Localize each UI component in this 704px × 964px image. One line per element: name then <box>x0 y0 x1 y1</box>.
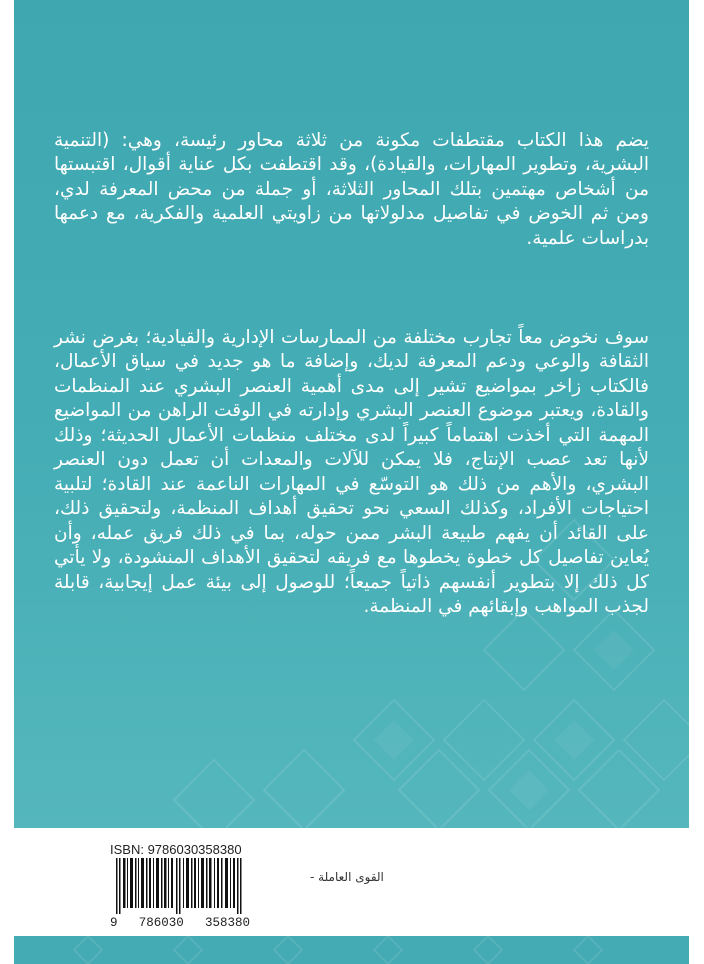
back-cover <box>14 0 689 828</box>
bottom-band <box>14 936 689 964</box>
barcode <box>110 858 250 932</box>
bottom-band-pattern <box>14 936 689 964</box>
barcode-bars <box>110 858 250 914</box>
blurb-paragraph-1: يضم هذا الكتاب مقتطفات مكونة من ثلاثة محاور رئيسة، وهي: (التنمية البشرية، وتطوير المهارات، والقيادة)، وقد اقتطفت بكل عناية أقوال، اقتبستها من أشخاص مهتمين بتلك المحاور الثلاثة، أو جملة من محض المعرفة لدي، ومن ثم الخوض في تفاصيل مدلولاتها من زاويتي العلمية والفكرية، مع دعمها بدراسات علمية. <box>54 129 649 249</box>
publisher-name: القوى العاملة - <box>310 870 384 884</box>
barcode-digit-group: 358380 <box>204 916 250 930</box>
barcode-digit-group: 9 <box>110 916 118 930</box>
isbn-label: ISBN: 9786030358380 <box>110 842 242 857</box>
blurb-paragraph-2: سوف نخوض معاً تجارب مختلفة من الممارسات الإدارية والقيادية؛ بغرض نشر الثقافة والوعي ودعم المعرفة لديك، وإضافة ما هو جديد في سياق الأعمال، فالكتاب زاخر بمواضيع تشير إلى مدى أهمية العنصر البشري عند المنظمات والقادة، ويعتبر موضوع العنصر البشري وإدارته في الوقت الراهن من المواضيع المهمة التي أخذت اهتماماً كبيراً لدى مختلف منظمات الأعمال الحديثة؛ وذلك لأنها تعد عصب الإنتاج، فلا يمكن للآلات والمعدات أن تعمل دون العنصر البشري، والأهم من ذلك هو التوسّع في المهارات الناعمة عند القادة؛ لتلبية احتياجات الأفراد، وكذلك السعي نحو تحقيق أهداف المنظمة، ولتحقيق ذلك، على القائد أن يفهم طبيعة البشر ممن حوله، بما في ذلك فريق عمله، وأن يُعاين تفاصيل كل خطوة يخطوها مع فريقه لتحقيق الأهداف المنشودة، ولا يأتي كل ذلك إلا بتطوير أنفسهم ذاتياً جميعاً؛ للوصول إلى بيئة عمل إيجابية، قابلة لجذب المواهب وإبقائهم في المنظمة. <box>54 326 649 617</box>
barcode-digit-group: 786030 <box>138 916 184 930</box>
barcode-digits <box>110 916 250 930</box>
footer <box>14 828 689 936</box>
